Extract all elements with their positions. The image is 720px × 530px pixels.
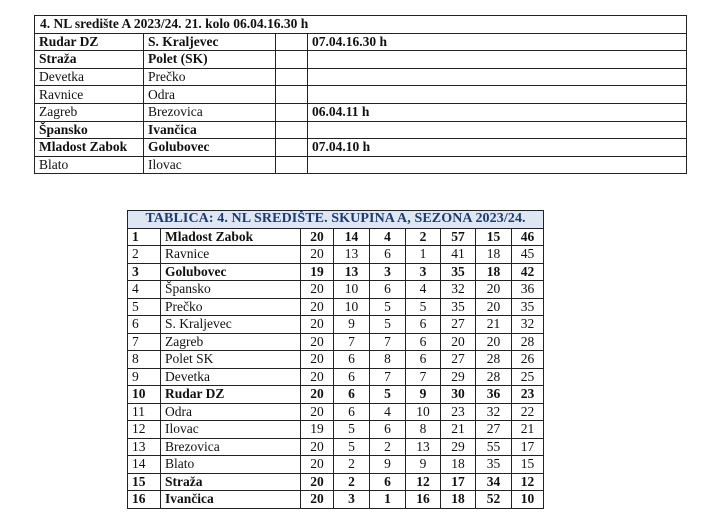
standings-position: 8	[128, 351, 161, 369]
standings-row	[128, 491, 544, 509]
fixture-away-team: Ivančica	[144, 121, 276, 139]
fixture-row	[35, 68, 687, 86]
standings-goals-for: 30	[441, 386, 476, 404]
fixture-row	[35, 139, 687, 157]
fixtures-title-row	[35, 16, 687, 34]
standings-losses: 16	[406, 491, 441, 509]
standings-losses: 3	[406, 263, 441, 281]
standings-row	[128, 473, 544, 491]
standings-wins: 13	[334, 246, 370, 264]
standings-points: 25	[512, 368, 544, 386]
standings-losses: 12	[406, 473, 441, 491]
standings-goals-for: 18	[441, 491, 476, 509]
standings-goals-for: 29	[441, 438, 476, 456]
standings-points: 23	[512, 386, 544, 404]
standings-points: 26	[512, 351, 544, 369]
standings-points: 28	[512, 333, 544, 351]
standings-wins: 6	[334, 403, 370, 421]
standings-goals-for: 23	[441, 403, 476, 421]
standings-goals-against: 32	[476, 403, 512, 421]
fixture-spacer-cell	[276, 68, 308, 86]
standings-row	[128, 421, 544, 439]
fixture-away-team: Polet (SK)	[144, 51, 276, 69]
standings-losses: 6	[406, 333, 441, 351]
fixtures-title: 4. NL središte A 2023/24. 21. kolo 06.04.16.30 h	[35, 16, 687, 34]
standings-played: 20	[301, 316, 334, 334]
standings-points: 32	[512, 316, 544, 334]
fixture-datetime: 07.04.10 h	[308, 139, 687, 157]
standings-team: Ivančica	[161, 491, 301, 509]
standings-goals-against: 27	[476, 421, 512, 439]
standings-losses: 1	[406, 246, 441, 264]
standings-goals-against: 52	[476, 491, 512, 509]
standings-played: 20	[301, 246, 334, 264]
standings-position: 3	[128, 263, 161, 281]
standings-played: 20	[301, 333, 334, 351]
standings-goals-for: 20	[441, 333, 476, 351]
standings-row	[128, 456, 544, 474]
fixture-away-team: Prečko	[144, 68, 276, 86]
fixture-away-team: Odra	[144, 86, 276, 104]
fixture-datetime: 07.04.16.30 h	[308, 33, 687, 51]
standings-goals-for: 35	[441, 263, 476, 281]
fixture-row	[35, 121, 687, 139]
standings-goals-against: 21	[476, 316, 512, 334]
standings-losses: 8	[406, 421, 441, 439]
standings-points: 45	[512, 246, 544, 264]
standings-team: Mladost Zabok	[161, 228, 301, 246]
standings-played: 20	[301, 368, 334, 386]
standings-points: 10	[512, 491, 544, 509]
standings-row	[128, 298, 544, 316]
standings-table	[127, 210, 544, 509]
standings-goals-for: 35	[441, 298, 476, 316]
standings-position: 11	[128, 403, 161, 421]
standings-wins: 6	[334, 351, 370, 369]
standings-goals-against: 34	[476, 473, 512, 491]
standings-wins: 13	[334, 263, 370, 281]
fixture-spacer-cell	[276, 103, 308, 121]
fixtures-table	[34, 15, 687, 174]
standings-team: Straža	[161, 473, 301, 491]
standings-row	[128, 351, 544, 369]
standings-losses: 9	[406, 386, 441, 404]
fixture-away-team: Ilovac	[144, 156, 276, 174]
standings-goals-for: 41	[441, 246, 476, 264]
standings-losses: 4	[406, 281, 441, 299]
standings-position: 15	[128, 473, 161, 491]
standings-goals-against: 18	[476, 263, 512, 281]
fixture-home-team: Mladost Zabok	[35, 139, 144, 157]
standings-played: 20	[301, 403, 334, 421]
standings-position: 2	[128, 246, 161, 264]
standings-draws: 9	[370, 456, 406, 474]
fixture-spacer-cell	[276, 51, 308, 69]
standings-wins: 2	[334, 456, 370, 474]
standings-row	[128, 228, 544, 246]
standings-points: 22	[512, 403, 544, 421]
standings-row	[128, 316, 544, 334]
standings-played: 20	[301, 351, 334, 369]
standings-played: 19	[301, 263, 334, 281]
standings-points: 46	[512, 228, 544, 246]
standings-goals-against: 35	[476, 456, 512, 474]
standings-draws: 6	[370, 281, 406, 299]
standings-row	[128, 438, 544, 456]
standings-losses: 7	[406, 368, 441, 386]
standings-losses: 6	[406, 316, 441, 334]
standings-wins: 2	[334, 473, 370, 491]
fixture-home-team: Devetka	[35, 68, 144, 86]
standings-position: 12	[128, 421, 161, 439]
standings-points: 17	[512, 438, 544, 456]
fixture-home-team: Blato	[35, 156, 144, 174]
standings-team: Špansko	[161, 281, 301, 299]
standings-losses: 10	[406, 403, 441, 421]
standings-goals-for: 27	[441, 316, 476, 334]
fixture-row	[35, 51, 687, 69]
standings-played: 20	[301, 473, 334, 491]
standings-draws: 6	[370, 473, 406, 491]
fixture-datetime: 06.04.11 h	[308, 103, 687, 121]
standings-points: 42	[512, 263, 544, 281]
standings-points: 21	[512, 421, 544, 439]
standings-row	[128, 333, 544, 351]
standings-goals-for: 17	[441, 473, 476, 491]
standings-goals-against: 20	[476, 298, 512, 316]
fixture-home-team: Zagreb	[35, 103, 144, 121]
standings-draws: 5	[370, 386, 406, 404]
standings-position: 14	[128, 456, 161, 474]
standings-goals-against: 36	[476, 386, 512, 404]
fixture-row	[35, 86, 687, 104]
standings-team: Odra	[161, 403, 301, 421]
fixture-home-team: Špansko	[35, 121, 144, 139]
standings-row	[128, 368, 544, 386]
standings-position: 10	[128, 386, 161, 404]
standings-goals-for: 21	[441, 421, 476, 439]
standings-played: 20	[301, 298, 334, 316]
standings-goals-for: 57	[441, 228, 476, 246]
standings-losses: 6	[406, 351, 441, 369]
standings-team: Ravnice	[161, 246, 301, 264]
fixture-home-team: Rudar DZ	[35, 33, 144, 51]
standings-position: 7	[128, 333, 161, 351]
standings-points: 35	[512, 298, 544, 316]
standings-position: 13	[128, 438, 161, 456]
standings-draws: 4	[370, 403, 406, 421]
standings-wins: 5	[334, 421, 370, 439]
fixture-away-team: S. Kraljevec	[144, 33, 276, 51]
standings-draws: 5	[370, 298, 406, 316]
standings-goals-against: 55	[476, 438, 512, 456]
standings-draws: 7	[370, 333, 406, 351]
fixture-datetime	[308, 156, 687, 174]
fixture-spacer-cell	[276, 156, 308, 174]
standings-wins: 10	[334, 281, 370, 299]
fixture-away-team: Golubovec	[144, 139, 276, 157]
standings-position: 1	[128, 228, 161, 246]
standings-team: Ilovac	[161, 421, 301, 439]
standings-row	[128, 403, 544, 421]
standings-draws: 6	[370, 246, 406, 264]
standings-draws: 2	[370, 438, 406, 456]
fixture-datetime	[308, 86, 687, 104]
standings-draws: 5	[370, 316, 406, 334]
standings-losses: 2	[406, 228, 441, 246]
standings-team: Zagreb	[161, 333, 301, 351]
standings-draws: 8	[370, 351, 406, 369]
fixture-home-team: Straža	[35, 51, 144, 69]
standings-draws: 7	[370, 368, 406, 386]
standings-wins: 5	[334, 438, 370, 456]
standings-team: Rudar DZ	[161, 386, 301, 404]
standings-position: 4	[128, 281, 161, 299]
standings-row	[128, 386, 544, 404]
fixture-datetime	[308, 121, 687, 139]
fixture-spacer-cell	[276, 33, 308, 51]
standings-goals-for: 32	[441, 281, 476, 299]
standings-wins: 9	[334, 316, 370, 334]
standings-played: 20	[301, 228, 334, 246]
standings-played: 20	[301, 456, 334, 474]
standings-played: 20	[301, 491, 334, 509]
fixture-spacer-cell	[276, 139, 308, 157]
standings-goals-for: 29	[441, 368, 476, 386]
fixture-datetime	[308, 68, 687, 86]
standings-goals-against: 20	[476, 281, 512, 299]
standings-played: 20	[301, 386, 334, 404]
fixture-row	[35, 103, 687, 121]
standings-team: Brezovica	[161, 438, 301, 456]
standings-goals-for: 18	[441, 456, 476, 474]
standings-draws: 1	[370, 491, 406, 509]
fixture-row	[35, 33, 687, 51]
standings-points: 36	[512, 281, 544, 299]
fixture-away-team: Brezovica	[144, 103, 276, 121]
fixture-spacer-cell	[276, 121, 308, 139]
standings-wins: 6	[334, 386, 370, 404]
standings-points: 12	[512, 473, 544, 491]
fixture-spacer-cell	[276, 86, 308, 104]
standings-wins: 10	[334, 298, 370, 316]
standings-goals-for: 27	[441, 351, 476, 369]
standings-row	[128, 246, 544, 264]
standings-wins: 6	[334, 368, 370, 386]
standings-team: Devetka	[161, 368, 301, 386]
standings-row	[128, 263, 544, 281]
standings-losses: 13	[406, 438, 441, 456]
standings-losses: 5	[406, 298, 441, 316]
standings-team: S. Kraljevec	[161, 316, 301, 334]
fixture-row	[35, 156, 687, 174]
standings-points: 15	[512, 456, 544, 474]
standings-goals-against: 28	[476, 351, 512, 369]
standings-position: 16	[128, 491, 161, 509]
standings-goals-against: 28	[476, 368, 512, 386]
standings-team: Polet SK	[161, 351, 301, 369]
standings-played: 20	[301, 281, 334, 299]
standings-position: 6	[128, 316, 161, 334]
standings-position: 5	[128, 298, 161, 316]
standings-team: Blato	[161, 456, 301, 474]
standings-team: Golubovec	[161, 263, 301, 281]
standings-caption: TABLICA: 4. NL SREDIŠTE. SKUPINA A, SEZONA 2023/24.	[128, 211, 544, 229]
standings-played: 20	[301, 438, 334, 456]
standings-wins: 3	[334, 491, 370, 509]
fixture-datetime	[308, 51, 687, 69]
standings-wins: 7	[334, 333, 370, 351]
standings-losses: 9	[406, 456, 441, 474]
standings-goals-against: 20	[476, 333, 512, 351]
standings-draws: 4	[370, 228, 406, 246]
fixture-home-team: Ravnice	[35, 86, 144, 104]
standings-played: 19	[301, 421, 334, 439]
standings-draws: 3	[370, 263, 406, 281]
standings-wins: 14	[334, 228, 370, 246]
standings-caption-row	[128, 211, 544, 229]
standings-goals-against: 18	[476, 246, 512, 264]
standings-row	[128, 281, 544, 299]
standings-team: Prečko	[161, 298, 301, 316]
standings-draws: 6	[370, 421, 406, 439]
standings-goals-against: 15	[476, 228, 512, 246]
standings-position: 9	[128, 368, 161, 386]
